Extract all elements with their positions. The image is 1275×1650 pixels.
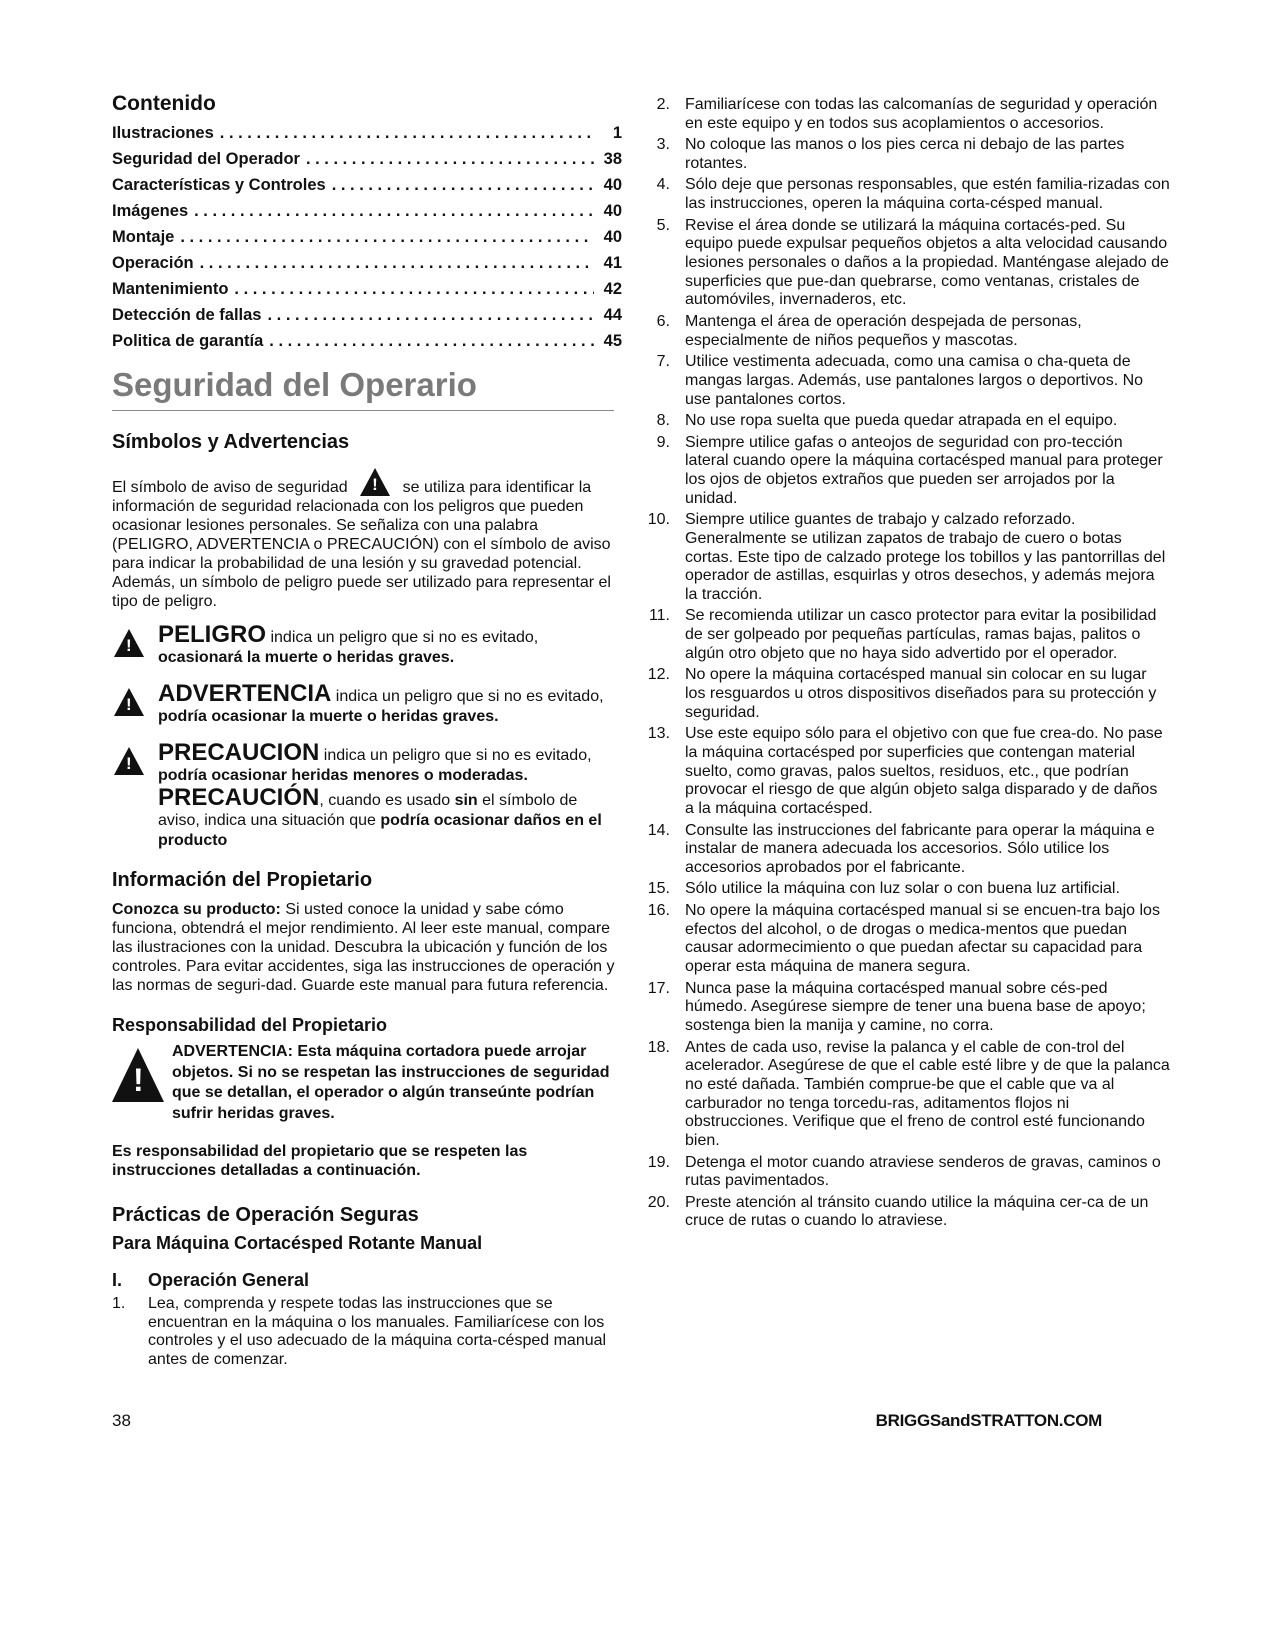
caution-alert-icon [114,747,144,775]
danger-alert-icon [114,629,144,657]
list-item: 13. Use este equipo sólo para el objetivo con que fue crea-do. No pase la máquina cortacésped por superficies que contengan material suelto, como gravas, palos sueltos, residuos, etc., que podrían provocar el riesgo de que algún objeto salga disparado y de daños a la máquina cortacésped. [647,725,1163,818]
toc-entry[interactable]: Operación . . . 41 [112,254,622,280]
list-item: 4. Sólo deje que personas responsables, que estén familia-rizadas con las instrucciones, operen la máquina corta-césped manual. [656,176,1170,213]
list-item: 14. Consulte las instrucciones del fabricante para operar la máquina e instalar de manera adecuada los accesorios. Sólo utilice los accesorios aprobados por el fabricante. [647,821,1155,876]
list-item: 6. Mantenga el área de operación despejada de personas, especialmente de niños pequeños y mascotas. [656,312,1082,349]
list-item: 15. Sólo utilice la máquina con luz solar o con buena luz artificial. [647,880,1120,898]
website-link[interactable]: BRIGGSandSTRATTON.COM [875,1411,1102,1430]
toc-entry[interactable]: Detección de fallas . . . 44 [112,306,622,332]
list-item: 12. No opere la máquina cortacésped manual sin colocar en su lugar los resguardos u otros dispositivos diseñados para su protección y seguridad. [647,666,1157,721]
toc-entry[interactable]: Ilustraciones . . . 1 [112,124,622,150]
practices-subheading: Para Máquina Cortacésped Rotante Manual [112,1233,483,1253]
safety-alert-icon [360,468,390,496]
safety-list-left [112,1295,622,1370]
list-item: 10. Siempre utilice guantes de trabajo y calzado reforzado. Generalmente se utilizan zapatos de trabajo de cuero o botas cortas. Este tipo de calzado protege los tobillos y las pantorrillas del operador de astillas, esquirlas y otros desechos, y además mejora la tracción. [647,511,1166,603]
owner-info-heading: Información del Propietario [112,869,373,891]
list-item: 20. Preste atención al tránsito cuando utilice la máquina cer-ca de un cruce de rutas o cuando lo atraviese. [647,1193,1149,1230]
list-item: 11. Se recomienda utilizar un casco protector para evitar la posibilidad de ser golpeado por pequeñas partículas, ramas bajas, palitos o algún otro objeto que no haya sido advertido por el operador. [648,607,1157,662]
precaucion-no-symbol-definition: PRECAUCIÓN, cuando es usado sin el símbolo de aviso, indica una situación que podría ocasionar daños en el producto [158,784,602,849]
list-item: 17. Nunca pase la máquina cortacésped manual sobre cés-ped húmedo. Asegúrese siempre de tener una buena base de apoyo; sostenga bien la manija y camine, no corra. [647,979,1146,1034]
warning-alert-icon [112,1048,164,1102]
list-item: 3. No coloque las manos o los pies cerca ni debajo de las partes rotantes. [656,136,1125,172]
owner-info-text: Conozca su producto: Si usted conoce la unidad y sabe cómo funciona, obtendrá el mejor rendimiento. Al leer este manual, compare las ilustraciones con la unidad. Descubra la ubicación y función de los controles. Para evitar accidentes, siga las instrucciones de operación y las normas de seguri-dad. Guarde este manual para futura referencia. [112,901,615,994]
toc-entry[interactable]: Mantenimiento . . . 42 [112,280,622,306]
list-item: 8. No use ropa suelta que pueda quedar atrapada en el equipo. [656,412,1118,430]
list-item: 16. No opere la máquina cortacésped manual si se encuen-tra bajo los efectos del alcohol, o de drogas o medica-mentos que puedan causar adormecimiento o que puedan afectar su capacidad para operar esta máquina de manera segura. [647,901,1160,976]
practices-heading: Prácticas de Operación Seguras [112,1204,419,1226]
symbols-heading: Símbolos y Advertencias [112,431,350,453]
left-column [112,92,622,1373]
right-column [645,96,1170,1234]
advertencia-definition: ! ADVERTENCIA indica un peligro que si no es evitado, podría ocasionar la muerte o heridas graves. [112,684,622,727]
list-item: 5. Revise el área donde se utilizará la máquina cortacés-ped. Su equipo puede expulsar pequeños objetos a alta velocidad causando lesiones personales o daños a la propiedad. Manténgase alejado de superficies que pue-dan quebrarse, como ventanas, cristales de automóviles, invernaderos, etc. [656,216,1169,309]
toc-entry[interactable]: Montaje . . . 40 [112,228,622,254]
general-operation-heading: I. Operación General [112,1270,310,1290]
list-item: 18. Antes de cada uso, revise la palanca y el cable de con-trol del acelerador. Asegúrese de que el cable esté libre y de que la palanca no esté dañada. También comprue-be que el cable que va al carburador no tenga torcedu-ras, aditamentos flojos ni obstrucciones. Verifique que el freno de control esté funcionando bien. [647,1038,1170,1150]
toc-entry[interactable]: Seguridad del Operador . . . 38 [112,150,622,176]
toc-entry[interactable]: Politica de garantía . . . 45 [112,332,622,358]
precaucion-definition: ! PRECAUCION indica un peligro que si no es evitado, podría ocasionar heridas menores o moderadas. [112,743,622,786]
owner-resp-warning: ! ADVERTENCIA: Esta máquina cortadora puede arrojar objetos. Si no se respetan las instrucciones de seguridad que se detallan, el operador o algún transeúnte podrían sufrir heridas graves. [112,1042,622,1124]
warning-alert-icon [114,688,144,716]
list-item: 7. Utilice vestimenta adecuada, como una camisa o cha-queta de mangas largas. Además, use pantalones largos o deportivos. No use pantalones cortos. [656,353,1144,408]
toc-entry[interactable]: Características y Controles . . . 40 [112,176,622,202]
page-number: 38 [112,1411,131,1430]
list-item: 9. Siempre utilice gafas o anteojos de seguridad con pro-tección lateral cuando opere la máquina cortacésped manual para proteger los ojos de objetos extraños que pueden ser arrojados por la unidad. [656,433,1163,507]
section-title: Seguridad del Operario [112,366,614,411]
list-item: 19. Detenga el motor cuando atraviese senderos de gravas, caminos o rutas pavimentados. [647,1153,1161,1190]
owner-resp-note: Es responsabilidad del propietario que se respeten las instrucciones detalladas a continuación. [112,1143,528,1179]
safety-list-right [645,96,1170,1231]
list-item: 1. Lea, comprenda y respete todas las instrucciones que se encuentran en la máquina o los manuales. Familiarícese con los controles y el uso adecuado de la máquina corta-césped manual antes de comenzar. [112,1295,607,1369]
toc-entry[interactable]: Imágenes . . . 40 [112,202,622,228]
list-item: 2. Familiarícese con todas las calcomanías de seguridad y operación en este equipo y en todos sus acoplamientos o accesorios. [656,96,1158,132]
peligro-definition: ! PELIGRO indica un peligro que si no es evitado, ocasionará la muerte o heridas graves. [112,625,622,668]
symbols-intro: El símbolo de aviso de seguridad ! se utiliza para identificar la información de seguridad relacionada con los peligros que pueden ocasionar lesiones personales. Se señaliza con una palabra (PELIGRO, ADVERTENCIA o PRECAUCIÓN) con el símbolo de aviso para indicar la probabilidad de una lesión y su gravedad potencial. Además, un símbolo de peligro puede ser utilizado para representar el tipo de peligro. [112,468,622,611]
table-of-contents [112,124,622,358]
contents-title: Contenido [112,92,216,115]
owner-resp-heading: Responsabilidad del Propietario [112,1015,388,1035]
